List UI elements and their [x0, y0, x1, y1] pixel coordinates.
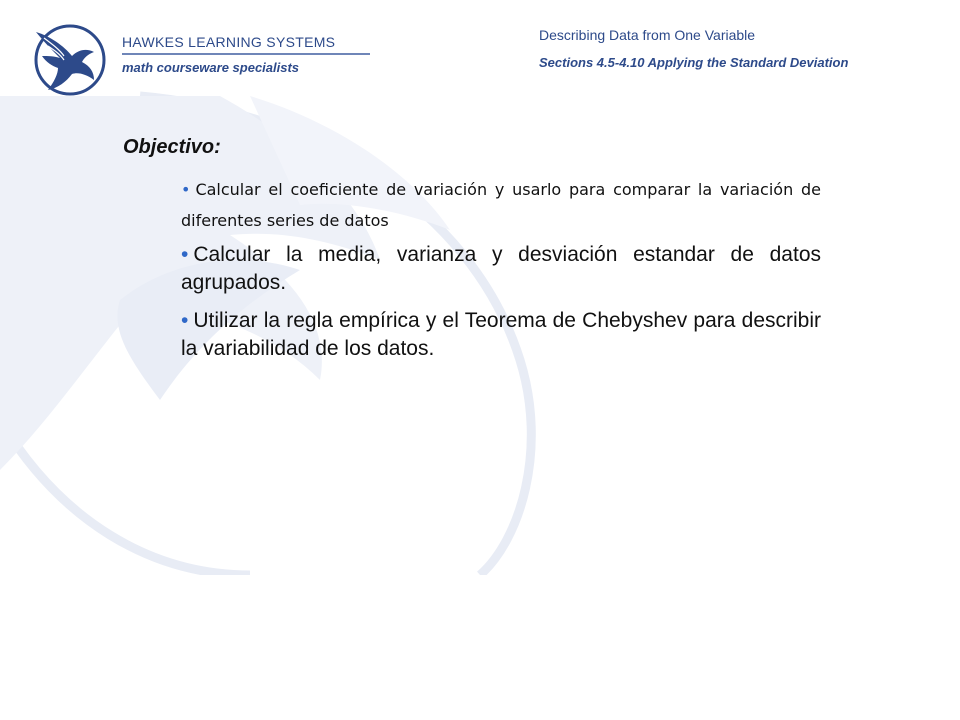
bullet-icon: •: [181, 309, 189, 332]
objective-text: Calcular el coeficiente de variación y usarlo para comparar la variación de diferentes series de datos: [181, 180, 821, 230]
sections-subtitle: Sections 4.5-4.10 Applying the Standard Deviation: [539, 55, 849, 70]
objective-text: Utilizar la regla empírica y el Teorema de Chebyshev para describir la variabilidad de los datos.: [181, 309, 821, 360]
objectives-heading: Objectivo:: [123, 136, 221, 158]
bullet-icon: •: [181, 243, 189, 266]
brand-block: [122, 34, 370, 75]
hawk-logo-icon: [30, 22, 110, 98]
objectives-list: [181, 174, 821, 373]
brand-name: HAWKES LEARNING SYSTEMS: [122, 34, 370, 55]
objective-text: Calcular la media, varianza y desviación estandar de datos agrupados.: [181, 243, 821, 294]
objective-item-1: [181, 174, 821, 236]
objective-item-3: [181, 307, 821, 363]
topic-title: Describing Data from One Variable: [539, 27, 756, 43]
objective-item-2: [181, 241, 821, 297]
bullet-icon: •: [181, 180, 191, 199]
brand-tagline: math courseware specialists: [122, 60, 300, 75]
